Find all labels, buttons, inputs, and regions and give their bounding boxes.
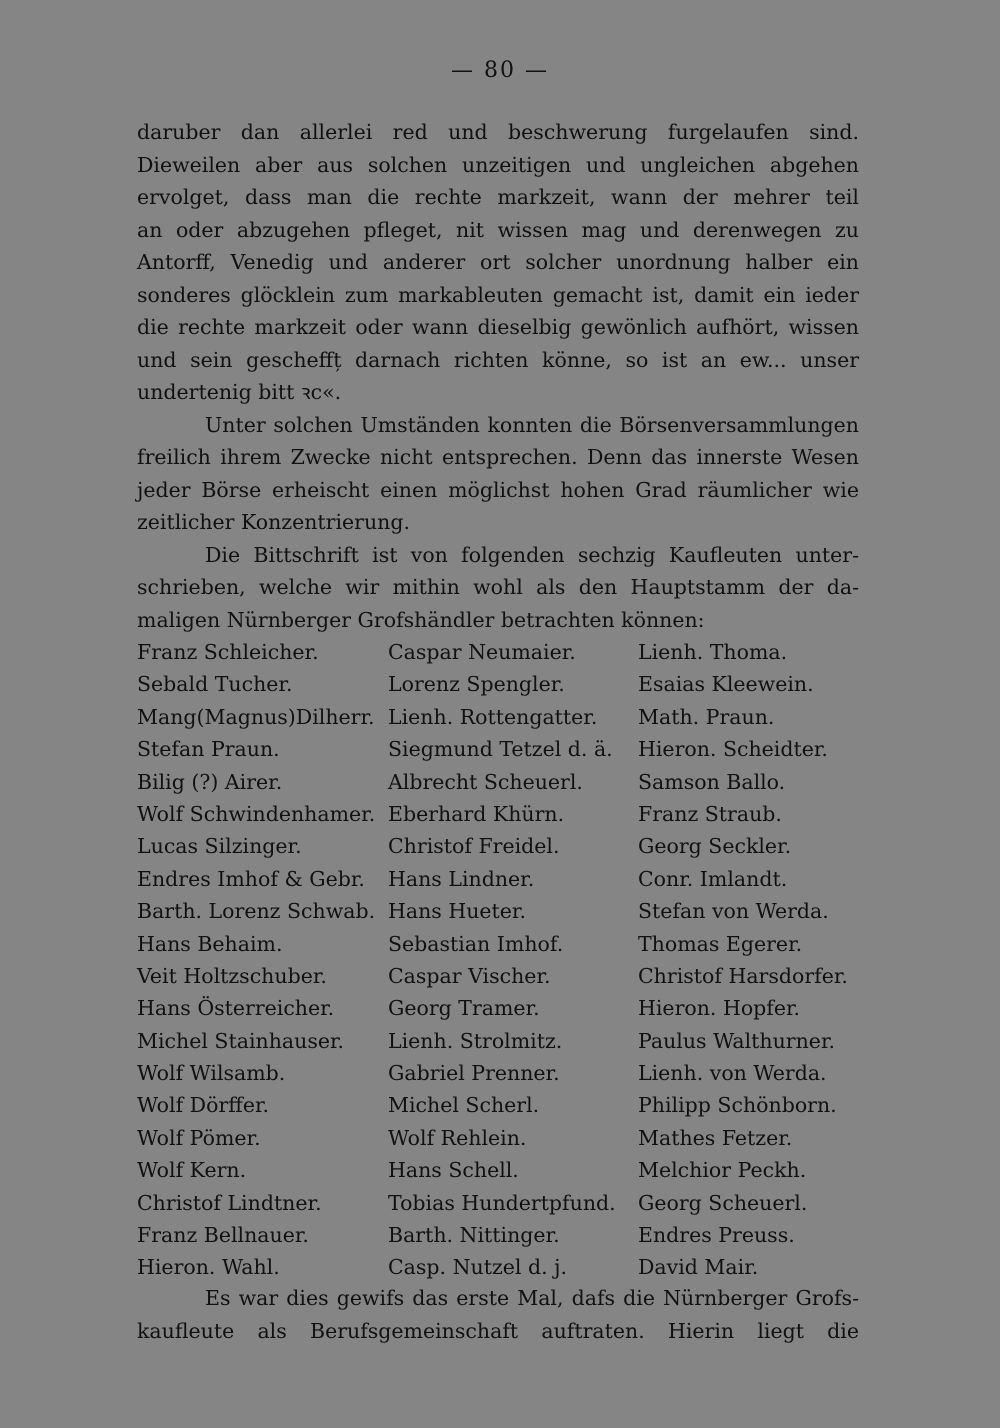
- merchant-name: Wolf Dörffer.: [137, 1093, 270, 1118]
- names-row: [137, 1057, 859, 1089]
- names-row: [137, 798, 859, 830]
- merchant-name: Hans Schell.: [388, 1158, 519, 1183]
- text-line: Dieweilen aber aus solchen unzeitigen und ungleichen abgehen: [137, 152, 859, 177]
- merchant-names-table: [137, 636, 859, 1284]
- merchant-name: Barth. Nittinger.: [388, 1223, 560, 1248]
- merchant-name: Christof Freidel.: [388, 834, 560, 859]
- text-line: ervolget, dass man die rechte markzeit, wann der mehrer teil: [137, 185, 859, 209]
- names-row: [137, 1025, 859, 1057]
- merchant-name: Georg Seckler.: [638, 834, 792, 859]
- merchant-name: Barth. Lorenz Schwab.: [137, 899, 376, 924]
- merchant-name: Hans Behaim.: [137, 931, 283, 956]
- text-line: kaufleute als Berufsgemeinschaft auftraten. Hierin liegt die: [137, 1318, 859, 1343]
- names-row: [137, 1122, 859, 1154]
- merchant-name: Caspar Neumaier.: [388, 640, 576, 664]
- merchant-name: Stefan Praun.: [137, 737, 280, 762]
- merchant-name: Franz Straub.: [638, 801, 782, 826]
- merchant-name: Franz Bellnauer.: [137, 1223, 309, 1248]
- names-row: [137, 1089, 859, 1121]
- text-line: Es war dies gewifs das erste Mal, dafs die Nürnberger Grofs-: [205, 1286, 859, 1310]
- names-row: [137, 1154, 859, 1186]
- text-line: Unter solchen Umständen konnten die Börsenversammlungen: [205, 412, 859, 437]
- text-line: undertenig bitt ꝛc«.: [137, 380, 342, 404]
- text-line: sonderes glöcklein zum markableuten gemacht ist, damit ein ieder: [137, 282, 859, 307]
- merchant-name: Lienh. Strolmitz.: [388, 1028, 563, 1053]
- names-row: [137, 830, 859, 862]
- merchant-name: Mathes Fetzer.: [638, 1125, 793, 1150]
- merchant-name: Lienh. Rottengatter.: [388, 704, 598, 729]
- merchant-name: Lienh. von Werda.: [638, 1061, 827, 1086]
- merchant-name: Math. Praun.: [638, 704, 775, 729]
- text-line: und sein gescheffț darnach richten könne, so ist an ew... unser: [137, 347, 859, 372]
- merchant-name: Melchior Peckh.: [638, 1158, 807, 1183]
- merchant-name: Wolf Kern.: [137, 1158, 247, 1183]
- merchant-name: Endres Imhof & Gebr.: [137, 866, 365, 891]
- names-row: [137, 1187, 859, 1219]
- merchant-name: Caspar Vischer.: [388, 963, 551, 988]
- text-line: zeitlicher Konzentrierung.: [137, 510, 410, 534]
- names-row: [137, 733, 859, 765]
- names-row: [137, 1219, 859, 1251]
- merchant-name: David Mair.: [638, 1255, 759, 1280]
- names-row: [137, 701, 859, 733]
- merchant-name: Lucas Silzinger.: [137, 834, 302, 859]
- text-line: jeder Börse erheischt einen möglichst hohen Grad räumlicher wie: [137, 477, 859, 502]
- merchant-name: Stefan von Werda.: [638, 899, 829, 924]
- merchant-name: Paulus Walthurner.: [638, 1028, 836, 1053]
- names-row: [137, 928, 859, 960]
- merchant-name: Lienh. Thoma.: [638, 640, 788, 664]
- text-line: maligen Nürnberger Grofshändler betrachten können:: [137, 607, 705, 632]
- merchant-name: Mang(Magnus)Dilherr.: [137, 704, 375, 729]
- paragraph-conclusion: [137, 1282, 859, 1347]
- merchant-name: Wolf Rehlein.: [388, 1125, 527, 1150]
- merchant-name: Hieron. Wahl.: [137, 1255, 280, 1280]
- merchant-name: Hieron. Scheidter.: [638, 737, 828, 762]
- merchant-name: Wolf Wilsamb.: [137, 1061, 286, 1086]
- names-row: [137, 1251, 859, 1283]
- names-row: [137, 992, 859, 1024]
- merchant-name: Casp. Nutzel d. j.: [388, 1255, 567, 1280]
- merchant-name: Christof Harsdorfer.: [638, 963, 848, 988]
- page-number: — 80 —: [451, 58, 549, 83]
- merchant-name: Tobias Hundertpfund.: [388, 1190, 616, 1215]
- merchant-name: Albrecht Scheuerl.: [388, 769, 583, 794]
- merchant-name: Philipp Schönborn.: [638, 1093, 837, 1118]
- merchant-name: Siegmund Tetzel d. ä.: [388, 737, 613, 762]
- merchant-name: Michel Stainhauser.: [137, 1028, 345, 1053]
- merchant-name: Georg Scheuerl.: [638, 1190, 808, 1215]
- merchant-name: Christof Lindtner.: [137, 1190, 322, 1215]
- names-row: [137, 636, 859, 668]
- merchant-name: Hans Österreicher.: [137, 996, 335, 1021]
- merchant-name: Wolf Pömer.: [137, 1125, 261, 1150]
- text-line: freilich ihrem Zwecke nicht entsprechen. Denn das innerste Wesen: [137, 445, 859, 469]
- merchant-name: Hans Lindner.: [388, 866, 535, 891]
- text-line: schrieben, welche wir mithin wohl als den Hauptstamm der da-: [137, 575, 859, 599]
- names-row: [137, 895, 859, 927]
- merchant-name: Bilig (?) Airer.: [137, 769, 283, 794]
- merchant-name: Samson Ballo.: [638, 769, 786, 794]
- names-row: [137, 668, 859, 700]
- merchant-name: Veit Holtzschuber.: [137, 963, 327, 988]
- merchant-name: Lorenz Spengler.: [388, 672, 565, 697]
- merchant-name: Esaias Kleewein.: [638, 672, 814, 697]
- merchant-name: Sebald Tucher.: [137, 672, 293, 697]
- merchant-name: Thomas Egerer.: [638, 931, 803, 956]
- merchant-name: Gabriel Prenner.: [388, 1061, 560, 1086]
- text-line: an oder abzugehen pfleget, nit wissen mag und derenwegen zu: [137, 217, 859, 242]
- names-row: [137, 960, 859, 992]
- text-line: daruber dan allerlei red und beschwerung furgelaufen sind.: [137, 120, 859, 144]
- names-row: [137, 766, 859, 798]
- merchant-name: Eberhard Khürn.: [388, 801, 565, 826]
- names-row: [137, 863, 859, 895]
- merchant-name: Hieron. Hopfer.: [638, 996, 801, 1021]
- paragraph-petition-quote: [137, 116, 859, 636]
- text-line: Die Bittschrift ist von folgenden sechzig Kaufleuten unter-: [205, 542, 859, 567]
- merchant-name: Michel Scherl.: [388, 1093, 540, 1118]
- merchant-name: Conr. Imlandt.: [638, 866, 788, 891]
- merchant-name: Wolf Schwindenhamer.: [137, 801, 376, 826]
- merchant-name: Endres Preuss.: [638, 1223, 795, 1248]
- text-line: die rechte markzeit oder wann dieselbig gewönlich aufhört, wissen: [137, 315, 859, 339]
- merchant-name: Franz Schleicher.: [137, 640, 319, 664]
- merchant-name: Georg Tramer.: [388, 996, 540, 1021]
- merchant-name: Sebastian Imhof.: [388, 931, 564, 956]
- merchant-name: Hans Hueter.: [388, 899, 526, 924]
- text-line: Antorff, Venedig und anderer ort solcher unordnung halber ein: [137, 250, 859, 274]
